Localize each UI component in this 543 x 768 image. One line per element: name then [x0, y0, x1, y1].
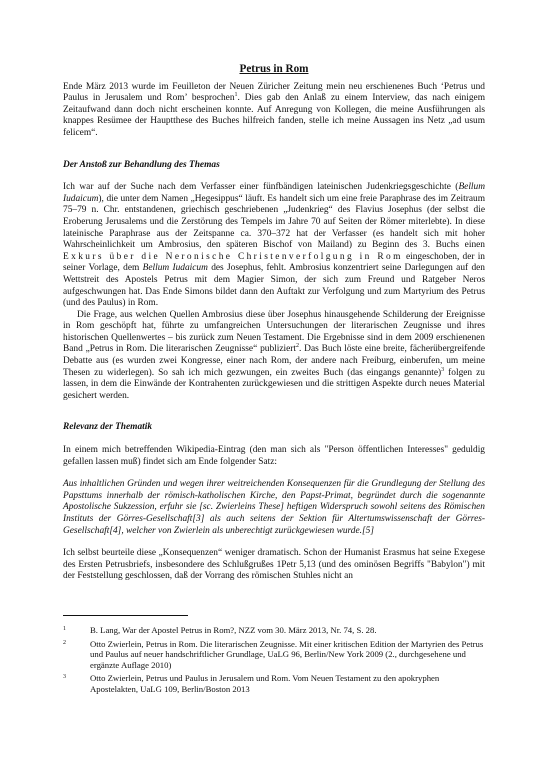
footnote-text: B. Lang, War der Apostel Petrus in Rom?, NZZ vom 30. März 2013, Nr. 74, S. 28.	[90, 624, 377, 635]
s1p2-text-a: Die Frage, aus welchen Quellen Ambrosius diese über Josephus hinausgehende Schilderung der Ereignisse in Rom geschöpft hat, führte zu umfangreichen Untersuchungen der literarischen Zeugnisse und ihres historischen Quellenwertes – bis zurück zum Neuen Testament. Die Ergebnisse sind in dem 2009 erschienenen Band „Petrus in Rom. Die literarischen Zeugnisse“ publiziert	[63, 309, 485, 355]
footnote-number: 2	[63, 639, 66, 646]
document-page	[63, 64, 485, 698]
intro-text-2: . Dies gab den Anlaß zu einem Interview, das nach einigem Zeitaufwand dann doch nicht erscheinen konnte. Auf Anregung von Kollegen, die meine Ausführungen als knappes Resümee der Hauptthese des Buches hilfreich fanden, stelle ich meine Aussagen ins Netz „ad usum felicem“.	[63, 93, 485, 138]
intro-text-1: Ende März 2013 wurde im Feuilleton der Neuen Züricher Zeitung mein neu erschienenes Buch ‘Petrus und Paulus in Jerusalem und Rom’ besprochen	[63, 81, 485, 104]
section1-paragraph-2	[63, 310, 485, 403]
s1p1-spaced-text: Exkurs über die Neronische Christenverfolgung in Rom	[63, 251, 403, 262]
s1p1-text-b: ), die unter dem Namen „Hegesippus“ läuft. Es handelt sich um eine freie Paraphrase des im Zeitraum 75–79 n. Chr. entstandenen, griechisch geschriebenen „Judenkrieg“ des Flavius Josephus (der selbst die Eroberung Jerusalems und die Zerstörung des Tempels im Jahre 70 auf Seiten der Römer miterlebte). In diese lateinische Paraphrase aus der Zeitspanne ca. 370–372 hat der Verfasser (es handelt sich mit hoher Wahrscheinlichkeit um Ambrosius, den späteren Bischof von Mailand) zu Beginn des 3. Buchs einen	[63, 193, 485, 251]
footnote-ref-1: 1	[234, 92, 238, 99]
s1p2-text-b: . Das Buch löste eine breite, fächerübergreifende Debatte aus (es wurden zwei Kongresse, einer nach Rom, der andere nach Freiburg, einberufen, um meine Thesen zu widerlegen). So sah ich mich gezwungen, ein zweites Buch (das eingangs genannte)	[63, 344, 485, 378]
footnotes	[63, 625, 485, 695]
wikipedia-quote: Aus inhaltlichen Gründen und wegen ihrer weitreichenden Konsequenzen für die Grundlegung der Stellung des Papsttums innerhalb der römisch-katholischen Kirche, den Papst-Primat, begründet durch die sogenannte Apostolische Sukzession, erfuhr sie [sc. Zwierleins These] heftigen Widerspruch sowohl seitens des Römischen Instituts der Görres-Gesellschaft[3] als auch seitens der Sektion für Altertumswissenschaft der Görres-Gesellschaft[4], welcher von Zwierlein als unberechtigt zurückgewiesen wurde.[5]	[63, 479, 485, 536]
s1p1-text-e: des Josephus, fehlt. Ambrosius konzentriert seine Darlegungen auf den Wettstreit des Apostels Petrus mit dem Magier Simon, der sich zum Freund und Ratgeber Neros aufgeschwungen hat. Das Ende Simons bildet dann den Auftakt zur Verfolgung und zum Martyrium des Petrus (und des Paulus) in Rom.	[63, 263, 485, 309]
footnote-item	[63, 673, 485, 694]
section1-paragraph-1	[63, 182, 485, 310]
footnote-ref-3: 3	[441, 366, 445, 373]
page-title: Petrus in Rom	[239, 63, 309, 75]
s1p1-text-a: Ich war auf der Suche nach dem Verfasser einer fünfbändigen lateinischen Judenkriegsgeschichte (	[63, 182, 459, 193]
footnote-number: 1	[63, 625, 66, 632]
section2-paragraph-1: In einem mich betreffenden Wikipedia-Eintrag (den man sich als "Person öffentlichen Interesses" geduldig gefallen lassen muß) findet sich am Ende folgender Satz:	[63, 445, 485, 467]
s1p1-title-bellum-2: Bellum Iudaicum	[142, 263, 208, 274]
footnote-divider	[63, 615, 188, 616]
s1p2-text-c: folgen zu lassen, in dem die Einwände der Kontrahenten zurückgewiesen und die strittigen Aspekte durch neues Material gesichert werden.	[63, 367, 485, 401]
section2-paragraph-2: Ich selbst beurteile diese „Konsequenzen“ weniger dramatisch. Schon der Humanist Erasmus hat seine Exegese des Ersten Petrusbriefs, insbesondere des Schlußgrußes 1Petr 5,13 (und des ominösen Begriffs "Babylon") mit der Feststellung geschlossen, daß der Vorrang des römischen Stuhles nicht an	[63, 548, 485, 582]
footnote-item	[63, 639, 485, 671]
footnote-item	[63, 625, 485, 636]
s1p1-text-d: eingeschoben, der in seiner Vorlage, dem	[63, 251, 485, 274]
footnote-ref-2: 2	[296, 343, 300, 350]
section-heading-relevanz: Relevanz der Thematik	[63, 422, 153, 433]
footnote-number: 3	[63, 674, 66, 681]
section-heading-anstoss: Der Anstoß zur Behandlung des Themas	[63, 159, 220, 170]
intro-paragraph	[63, 82, 485, 140]
s1p1-title-bellum-1: Bellum Iudaicum	[63, 182, 485, 204]
footnote-text: Otto Zwierlein, Petrus und Paulus in Jerusalem und Rom. Vom Neuen Testament zu den apokryphen Apostelakten, UaLG 109, Berlin/Boston 2013	[90, 673, 440, 694]
footnote-text: Otto Zwierlein, Petrus in Rom. Die literarischen Zeugnisse. Mit einer kritischen Edition der Martyrien des Petrus und Paulus auf neuer handschriftlicher Grundlage, UaLG 96, Berlin/New York 2009 (2., durchgesehene und ergänzte Auflage 2010)	[90, 638, 484, 670]
